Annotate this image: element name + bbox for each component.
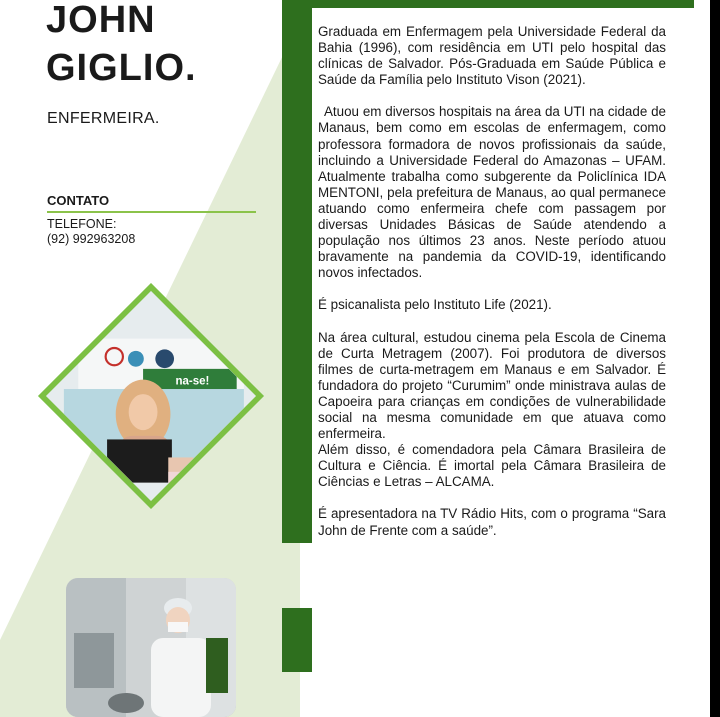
name-line-1: JOHN: [46, 0, 156, 41]
bio-paragraph-3: É psicanalista pelo Instituto Life (2021).: [318, 297, 552, 313]
phone-number: (92) 992963208: [47, 232, 136, 246]
logo-circle-navy: [155, 349, 174, 368]
clinic-photo: [66, 578, 236, 717]
face: [129, 394, 158, 430]
side-accent-bar: [282, 0, 312, 543]
right-frame-edge: [710, 0, 720, 717]
sign-text: na-se!: [175, 375, 210, 388]
bio-paragraph-2: Atuou em diversos hospitais na área da UTI na cidade de Manaus, bem como em escolas de enfermagem, como professora formadora de novos profissionais da saúde, incluindo a Universidade Federal do Amazonas – UFAM. Atualmente trabalha como subgerente da Policlínica IDA MENTONI, pela prefeitura de Manaus, ao qual permanece atuando como enfermeira chefe com passagem por diversas Unidades Básicas de Saúde atendendo a população nos últimos 23 anos. Neste período atuou bravamente na pandemia da COVID-19, identificando novos infectados.: [318, 104, 666, 281]
job-title: ENFERMEIRA.: [47, 110, 160, 127]
logo-circle-blue: [128, 351, 144, 367]
stool: [108, 693, 144, 713]
person-name: [46, 0, 197, 92]
side-accent-block: [282, 608, 312, 672]
name-line-2: GIGLIO.: [46, 47, 197, 89]
bio-paragraph-1: Graduada em Enfermagem pela Universidade Federal da Bahia (1996), com residência em UTI pelo hospital das clínicas de Salvador. Pós-Graduada em Saúde Pública e Saúde da Família pelo Instituto Vison (2021).: [318, 24, 666, 88]
contact-divider: [47, 211, 256, 213]
medical-equipment: [74, 633, 114, 688]
face-mask: [168, 622, 188, 632]
bio-paragraph-4: Na área cultural, estudou cinema pela Escola de Cinema de Curta Metragem (2007). Foi produtora de diversos filmes de curta-metragem em Manaus e em Salvador. É fundadora do projeto “Curumim” onde ministrava aulas de Capoeira para crianças em condições de vulnerabilidade social na mesma comunidade em que atuava como enfermeira.: [318, 329, 666, 442]
top-accent-bar: [282, 0, 694, 8]
clinic-photo-illustration: [66, 578, 236, 717]
phone-label: TELEFONE:: [47, 217, 117, 231]
biography: [318, 24, 666, 539]
bio-paragraph-5: Além disso, é comendadora pela Câmara Brasileira de Cultura e Ciência. É imortal pela Câmara Brasileira de Ciências e Letras – ALCAMA.: [318, 442, 666, 490]
contact-heading: CONTATO: [47, 193, 110, 208]
green-object: [206, 638, 228, 693]
bio-paragraph-6: É apresentadora na TV Rádio Hits, com o programa “Sara John de Frente com a saúde”.: [318, 506, 666, 538]
white-coat: [151, 638, 211, 717]
